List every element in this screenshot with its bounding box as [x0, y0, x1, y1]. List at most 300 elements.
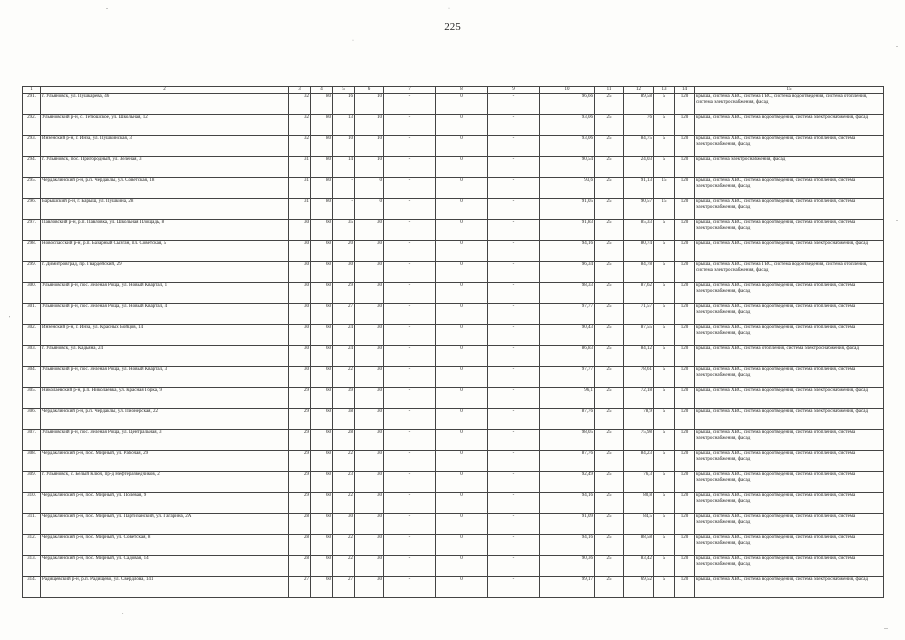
table-cell: - [333, 178, 355, 199]
table-cell: 10 [333, 136, 355, 157]
table-cell: 94,16 [540, 493, 595, 514]
table-cell: - [488, 241, 540, 262]
address-cell: г. Ульяновск, пос. Пригородный, ул. Зелёная, 3 [41, 157, 289, 178]
row-number: 297. [23, 220, 41, 241]
table-cell: 29 [289, 430, 311, 451]
table-cell: 0 [436, 514, 488, 535]
table-cell: 84,75 [624, 136, 654, 157]
table-cell: 60 [311, 220, 333, 241]
works-cell: крыша, система ХВС, система водоотведения, система отопления, система электроснабжения, фасад [695, 367, 884, 388]
table-cell: 120 [675, 94, 695, 115]
table-cell: - [488, 178, 540, 199]
table-cell: 60 [311, 283, 333, 304]
table-cell: 0 [436, 115, 488, 136]
column-header: 12 [624, 87, 654, 94]
page-number: 225 [444, 21, 461, 33]
address-cell: г. Ульяновск, с. Белый Ключ, пр-д Нефтеразведчиков, 2 [41, 472, 289, 493]
table-cell: 120 [675, 157, 695, 178]
table-cell: 92,49 [540, 472, 595, 493]
table-cell: 27 [289, 577, 311, 598]
works-cell: крыша, система ХВС, система водоотведения, система отопления, система электроснабжения, фасад [695, 325, 884, 346]
table-cell: 29 [289, 493, 311, 514]
table-cell: 80 [311, 94, 333, 115]
table-cell: 75,98 [624, 430, 654, 451]
column-header: 9 [488, 87, 540, 94]
table-cell: - [384, 514, 436, 535]
table-cell: - [488, 262, 540, 283]
table-cell: 60 [311, 367, 333, 388]
table-cell: 120 [675, 472, 695, 493]
table-row [23, 199, 884, 220]
works-cell: крыша, система ХВС, система водоотведения, система отопления, система электроснабжения, фасад [695, 472, 884, 493]
table-cell: 38 [333, 409, 355, 430]
table-cell: - [384, 556, 436, 577]
table-cell: 30 [289, 241, 311, 262]
table-cell: 96,34 [540, 262, 595, 283]
table-cell: 0 [436, 262, 488, 283]
row-number: 307. [23, 430, 41, 451]
table-cell: 120 [675, 430, 695, 451]
table-cell: 25 [595, 556, 624, 577]
works-cell: крыша, система ХВС, система отопления, система электроснабжения, фасад [695, 346, 884, 367]
address-cell: Чердаклинский р-н, р.п. Чердаклы, ул. Советская, 18 [41, 178, 289, 199]
address-cell: Ульяновский р-н, пос. Зелёная Роща, ул. Центральная, 3 [41, 430, 289, 451]
table-cell: 30 [355, 430, 384, 451]
table-row [23, 409, 884, 430]
table-cell: 30 [355, 556, 384, 577]
address-cell: Инзенский р-н, г. Инза, ул. Красных Бойцов, 14 [41, 325, 289, 346]
table-cell: 25 [595, 262, 624, 283]
table-cell: 120 [675, 304, 695, 325]
works-cell: крыша, система ХВС, система водоотведения, система отопления, система электроснабжения, фасад [695, 136, 884, 157]
table-row [23, 157, 884, 178]
table-cell: 22 [333, 556, 355, 577]
table-cell: 120 [675, 325, 695, 346]
works-cell: крыша, система ХВС, система водоотведения, система электроснабжения, фасад [695, 409, 884, 430]
table-cell: - [488, 451, 540, 472]
margin-mark: - [896, 44, 898, 50]
table-cell: - [384, 409, 436, 430]
address-cell: Барышский р-н, г. Барыш, ул. Пушкина, 28 [41, 199, 289, 220]
table-cell: 5 [654, 577, 675, 598]
table-row [23, 430, 884, 451]
table-cell: 120 [675, 178, 695, 199]
table-cell: 120 [675, 556, 695, 577]
table-cell: 60 [311, 472, 333, 493]
works-cell: крыша, система электроснабжения, фасад [695, 157, 884, 178]
table-cell: 5 [654, 556, 675, 577]
column-header: 1 [23, 87, 41, 94]
table-cell: 120 [675, 514, 695, 535]
works-cell: крыша, система ХВС, система ГВС, система водоотведения, система отопления, система электроснабжения, фасад [695, 94, 884, 115]
row-number: 294. [23, 157, 41, 178]
table-cell: 0 [436, 283, 488, 304]
table-row [23, 283, 884, 304]
margin-mark: - [106, 6, 108, 12]
table-cell: - [488, 283, 540, 304]
table-cell: 98,33 [540, 283, 595, 304]
table-cell: 98,05 [540, 430, 595, 451]
table-row [23, 514, 884, 535]
table-cell: - [384, 199, 436, 220]
table-cell: 39 [333, 388, 355, 409]
table-cell: 84,12 [624, 346, 654, 367]
table-cell: 0 [436, 304, 488, 325]
address-cell: Чердаклинский р-н, пос. Мирный, ул. Садовая, 14 [41, 556, 289, 577]
table-cell: 28 [289, 535, 311, 556]
table-cell: 5 [654, 136, 675, 157]
table-cell: 84,5 [624, 514, 654, 535]
address-cell: Николаевский р-н, р.п. Николаевка, ул. Красная Горка, 9 [41, 388, 289, 409]
table-cell: - [488, 325, 540, 346]
table-cell: 5 [654, 157, 675, 178]
table-cell: - [384, 241, 436, 262]
table-cell: 60 [311, 346, 333, 367]
table-cell: 0 [436, 346, 488, 367]
table-cell: 25 [595, 199, 624, 220]
table-cell: 30 [289, 367, 311, 388]
table-cell: 90,43 [540, 325, 595, 346]
table-cell: 15 [654, 178, 675, 199]
table-cell: 60 [311, 304, 333, 325]
table-cell: 30 [289, 262, 311, 283]
address-cell: Чердаклинский р-н, пос. Мирный, ул. Полевая, 9 [41, 493, 289, 514]
table-cell: 25 [595, 94, 624, 115]
table-cell: 120 [675, 493, 695, 514]
row-number: 305. [23, 388, 41, 409]
table-cell: 88,58 [624, 535, 654, 556]
works-cell: крыша, система ХВС, система водоотведения, система отопления, система электроснабжения, фасад [695, 493, 884, 514]
table-cell: 0 [355, 199, 384, 220]
table-cell: 25 [595, 346, 624, 367]
table-cell: 5 [654, 220, 675, 241]
row-number: 309. [23, 472, 41, 493]
table-cell: 60 [311, 430, 333, 451]
margin-mark: · [352, 38, 354, 44]
data-table [22, 86, 884, 598]
table-cell: - [384, 346, 436, 367]
table-cell: 86,83 [540, 346, 595, 367]
table-cell: 84,78 [624, 262, 654, 283]
row-number: 298. [23, 241, 41, 262]
table-cell: 30 [333, 262, 355, 283]
table-cell: 60 [311, 262, 333, 283]
table-cell: - [384, 325, 436, 346]
works-cell: крыша, система ХВС, система водоотведения, система отопления, система электроснабжения, фасад [695, 535, 884, 556]
table-cell: 120 [675, 577, 695, 598]
works-cell: крыша, система ХВС, система водоотведения, система отопления, система электроснабжения, фасад [695, 304, 884, 325]
table-cell: 32 [289, 136, 311, 157]
table-cell: 30 [355, 220, 384, 241]
table-cell: 25 [595, 304, 624, 325]
table-cell: 60 [311, 535, 333, 556]
table-cell: 0 [436, 451, 488, 472]
table-cell: 29 [333, 283, 355, 304]
row-number: 299. [23, 262, 41, 283]
table-cell: 25 [595, 367, 624, 388]
table-cell: 80 [311, 178, 333, 199]
table-cell: 60 [311, 493, 333, 514]
table-cell: 120 [675, 367, 695, 388]
table-cell: 96,66 [540, 94, 595, 115]
table-cell: 0 [436, 409, 488, 430]
table-cell: 5 [654, 430, 675, 451]
table-cell: - [488, 199, 540, 220]
table-row [23, 535, 884, 556]
address-cell: Ульяновский р-н, пос. Зелёная Роща, ул. Новый Квартал, 4 [41, 304, 289, 325]
table-cell: 24 [333, 346, 355, 367]
table-row [23, 493, 884, 514]
table-cell: 28 [289, 514, 311, 535]
table-cell: - [384, 115, 436, 136]
table-cell: 0 [436, 136, 488, 157]
table-cell: 120 [675, 262, 695, 283]
table-row [23, 241, 884, 262]
table-cell: 120 [675, 220, 695, 241]
table-cell: 5 [654, 409, 675, 430]
table-row [23, 304, 884, 325]
table-cell: 30 [355, 409, 384, 430]
table-cell: 91,83 [540, 220, 595, 241]
row-number: 313. [23, 556, 41, 577]
table-cell: 29 [289, 472, 311, 493]
table-cell: 5 [654, 346, 675, 367]
table-cell: 5 [654, 115, 675, 136]
table-cell: 16 [333, 94, 355, 115]
table-cell: 0 [436, 493, 488, 514]
table-cell: - [488, 514, 540, 535]
address-cell: Новоспасский р-н, р.п. Базарный Сызган, пл. Советская, 5 [41, 241, 289, 262]
address-cell: г. Ульяновск, ул. Пушкарёва, 46 [41, 94, 289, 115]
table-cell: 25 [595, 430, 624, 451]
table-cell: 60 [311, 388, 333, 409]
table-cell: 0 [436, 577, 488, 598]
works-cell: крыша, система ХВС, система водоотведения, система электроснабжения, фасад [695, 388, 884, 409]
table-cell: 29 [289, 388, 311, 409]
row-number: 308. [23, 451, 41, 472]
table-cell: 80,8 [624, 493, 654, 514]
table-cell: 24,03 [624, 157, 654, 178]
table-cell: 5 [654, 367, 675, 388]
table-row [23, 115, 884, 136]
table-cell: 5 [654, 535, 675, 556]
table-cell: 0 [436, 325, 488, 346]
table-cell: 97,77 [540, 304, 595, 325]
table-cell: 25 [595, 178, 624, 199]
row-number: 292. [23, 115, 41, 136]
table-cell: 20 [333, 241, 355, 262]
table-cell: 30 [355, 514, 384, 535]
row-number: 295. [23, 178, 41, 199]
table-cell: 60 [311, 451, 333, 472]
table-cell: 25 [595, 472, 624, 493]
table-cell: 30 [355, 262, 384, 283]
table-cell: - [384, 304, 436, 325]
table-cell: 25 [595, 577, 624, 598]
table-cell: - [488, 409, 540, 430]
table-cell: 25 [595, 241, 624, 262]
table-cell: 120 [675, 409, 695, 430]
row-number: 301. [23, 304, 41, 325]
works-cell: крыша, система ХВС, система водоотведения, система отопления, система электроснабжения, фасад [695, 283, 884, 304]
column-header: 5 [333, 87, 355, 94]
table-cell: 31 [289, 199, 311, 220]
table-row [23, 556, 884, 577]
column-header: 3 [289, 87, 311, 94]
table-cell: 80,74 [624, 241, 654, 262]
address-cell: Павловский р-н, р.п. Павловка, ул. Школьная Площадь, 8 [41, 220, 289, 241]
column-header: 7 [384, 87, 436, 94]
row-number: 306. [23, 409, 41, 430]
table-cell: 10 [355, 115, 384, 136]
table-cell: 87,55 [624, 325, 654, 346]
table-cell: 0 [436, 472, 488, 493]
table-cell: - [384, 493, 436, 514]
address-cell: Ульяновский р-н, с. Тетюшское, ул. Школьная, 12 [41, 115, 289, 136]
table-cell: 0 [436, 220, 488, 241]
table-cell: 72,18 [624, 388, 654, 409]
table-cell: 69,52 [624, 577, 654, 598]
table-cell: - [488, 493, 540, 514]
table-cell: 97,77 [540, 367, 595, 388]
table-cell: - [384, 136, 436, 157]
table-cell: 84,23 [624, 451, 654, 472]
table-cell: - [384, 577, 436, 598]
row-number: 314. [23, 577, 41, 598]
table-cell: - [384, 262, 436, 283]
table-cell: - [488, 388, 540, 409]
column-header: 14 [675, 87, 695, 94]
table-cell: - [488, 577, 540, 598]
address-cell: Инзенский р-н, г. Инза, ул. Пушкинская, 3 [41, 136, 289, 157]
table-cell: 0 [436, 241, 488, 262]
table-cell: 120 [675, 451, 695, 472]
works-cell: крыша, система ХВС, система водоотведения, система электроснабжения, фасад [695, 115, 884, 136]
table-cell: 25 [595, 115, 624, 136]
table-cell: - [384, 367, 436, 388]
table-cell: 30 [355, 367, 384, 388]
table-cell: 25 [595, 535, 624, 556]
table-cell: 30 [355, 388, 384, 409]
table-cell: 10 [355, 94, 384, 115]
table-cell: 25 [595, 220, 624, 241]
table-cell: 0 [436, 430, 488, 451]
table-cell: 0 [436, 535, 488, 556]
table-cell: 94,16 [540, 241, 595, 262]
table-cell: 29 [289, 451, 311, 472]
works-cell: крыша, система ХВС, система водоотведения, система электроснабжения, фасад [695, 577, 884, 598]
table-cell: 94,16 [540, 535, 595, 556]
table-cell: 60 [311, 241, 333, 262]
table-cell: - [488, 367, 540, 388]
margin-mark: -- [884, 626, 888, 632]
table-cell: 99,17 [540, 577, 595, 598]
table-cell: 10 [355, 157, 384, 178]
table-cell: 120 [675, 535, 695, 556]
table-cell: 0 [436, 199, 488, 220]
table-cell: 120 [675, 283, 695, 304]
table-cell: 91,09 [540, 514, 595, 535]
table-cell: 32 [289, 115, 311, 136]
table-cell: 0 [436, 94, 488, 115]
table-cell: 5 [654, 94, 675, 115]
table-cell: 30 [355, 241, 384, 262]
table-row [23, 388, 884, 409]
table-cell: 120 [675, 241, 695, 262]
table-row [23, 262, 884, 283]
table-cell: 60 [311, 577, 333, 598]
works-cell: крыша, система ХВС, система водоотведения, система отопления, система электроснабжения, фасад [695, 220, 884, 241]
table-cell: 0 [355, 178, 384, 199]
table-cell: 0 [436, 556, 488, 577]
table-cell: 120 [675, 199, 695, 220]
column-header: 8 [436, 87, 488, 94]
address-cell: Чердаклинский р-н, пос. Мирный, ул. Партизанский, ул. Гагарина, 2А [41, 514, 289, 535]
table-header-row [23, 87, 884, 94]
table-cell: 87,76 [540, 409, 595, 430]
table-cell: 120 [675, 388, 695, 409]
table-cell: 22 [333, 535, 355, 556]
table-cell: - [384, 283, 436, 304]
table-cell: 31 [289, 178, 311, 199]
table-cell: 87,62 [624, 283, 654, 304]
table-cell: 5 [654, 283, 675, 304]
table-cell: 76 [624, 115, 654, 136]
address-cell: Ульяновский р-н, пос. Зелёная Роща, ул. Новый Квартал, 3 [41, 367, 289, 388]
table-cell: 30 [355, 577, 384, 598]
table-cell: 80 [311, 157, 333, 178]
column-header: 2 [41, 87, 289, 94]
table-cell: 10 [355, 136, 384, 157]
works-cell: крыша, система ХВС, система ГВС, система водоотведения, система отопления, система электроснабжения, фасад [695, 262, 884, 283]
table-cell: 30 [355, 493, 384, 514]
table-cell: - [384, 220, 436, 241]
column-header: 13 [654, 87, 675, 94]
table-cell: 0 [436, 367, 488, 388]
table-cell: - [384, 535, 436, 556]
table-cell: 5 [654, 472, 675, 493]
table-cell: 5 [654, 241, 675, 262]
table-cell: 25 [595, 493, 624, 514]
table-cell: 60 [311, 556, 333, 577]
table-cell: 27 [333, 577, 355, 598]
table-cell: 24 [333, 325, 355, 346]
table-row [23, 577, 884, 598]
table-cell: 35 [333, 220, 355, 241]
table-cell: - [488, 304, 540, 325]
table-cell: 60 [311, 325, 333, 346]
table-cell: 30 [333, 514, 355, 535]
table-cell: 29 [289, 409, 311, 430]
address-cell: Чердаклинский р-н, пос. Мирный, ул. Рабочая, 29 [41, 451, 289, 472]
table-cell: 32 [289, 94, 311, 115]
works-cell: крыша, система ХВС, система водоотведения, система отопления, система электроснабжения, фасад [695, 451, 884, 472]
table-cell: 93,6 [540, 178, 595, 199]
table-cell: 91,13 [624, 178, 654, 199]
table-cell: 60 [311, 409, 333, 430]
table-row [23, 451, 884, 472]
table-cell: 22 [333, 451, 355, 472]
table-cell: 30 [355, 451, 384, 472]
address-cell: г. Димитровград, пр. Гвардейский, 29 [41, 262, 289, 283]
table-cell: 25 [595, 283, 624, 304]
table-cell: 30 [355, 283, 384, 304]
row-number: 293. [23, 136, 41, 157]
table-cell: 25 [595, 325, 624, 346]
table-cell: 28 [333, 430, 355, 451]
table-row [23, 136, 884, 157]
column-header: 10 [540, 87, 595, 94]
